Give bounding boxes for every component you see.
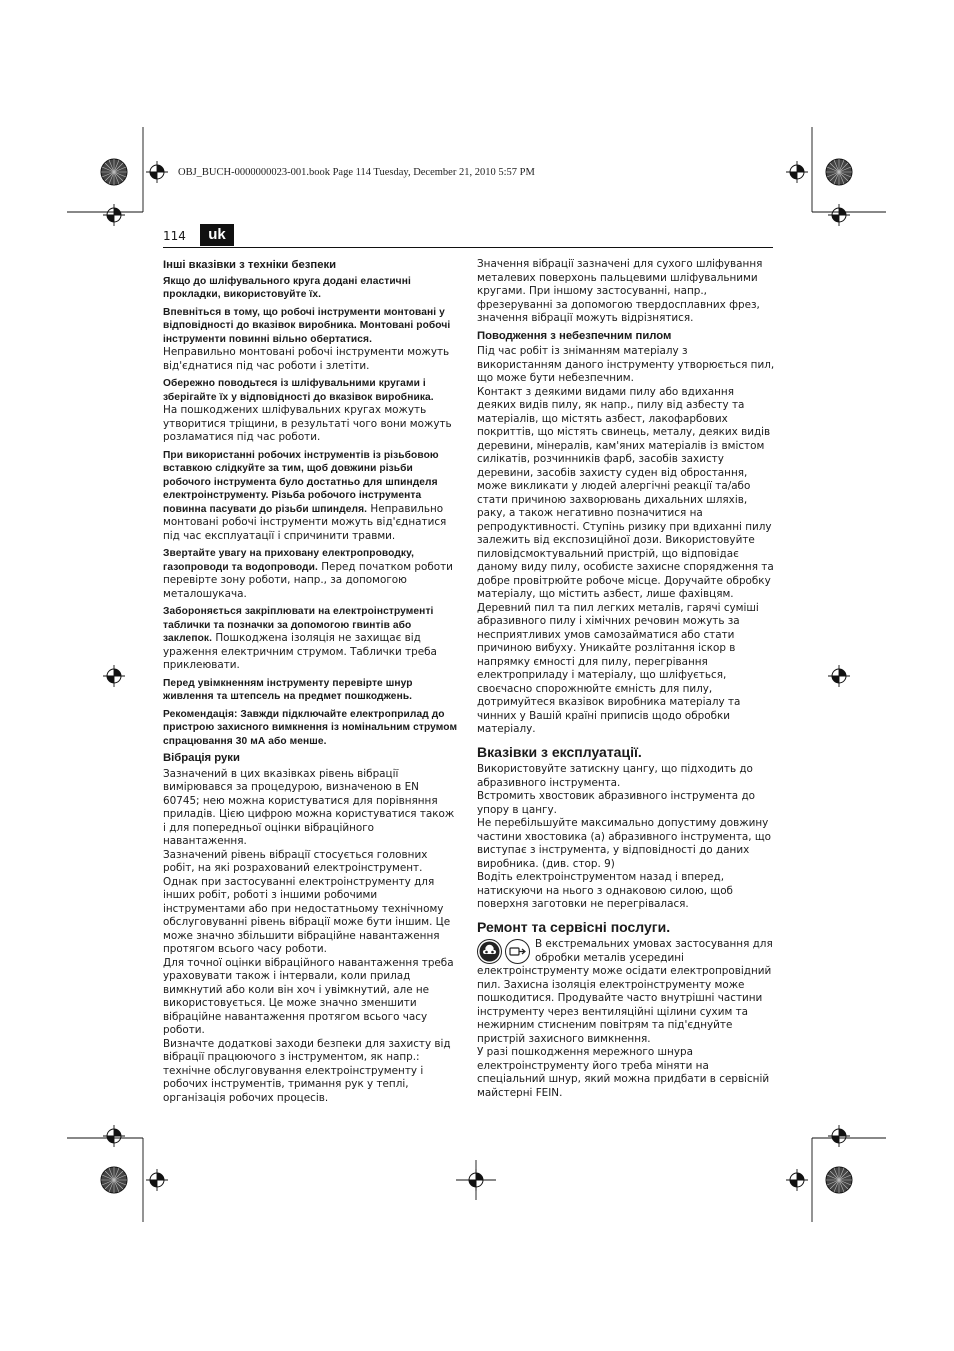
safety-paragraph-6-bold: Забороняється закріплювати на електроінструменті таблички та позначки за допомогою гвинтів або заклепок. bbox=[163, 606, 434, 644]
safety-paragraph-3-bold: Обережно поводьтеся із шліфувальними кругами і зберігайте їх у відповідності до вказівок виробника. bbox=[163, 378, 434, 403]
dust-paragraph-1: Під час робіт із зніманням матеріалу з використанням даного інструменту утворюється пил, що може бути небезпечним. bbox=[477, 345, 775, 384]
safety-paragraph-2-bold: Впевніться в тому, що робочі інструменти монтовані у відповідності до вказівок виробника. Монтовані робочі інструменти повинні вільно обертатися. bbox=[163, 306, 451, 345]
language-badge: uk bbox=[200, 224, 234, 246]
compressed-air-cleaning-icon bbox=[505, 939, 530, 964]
vibration-values-paragraph: Значення вібрації зазначені для сухого шліфування металевих поверхонь пальцевими шліфувальними кругами. При іншому застосуванні, напр., фрезеруванні за допомогою твердосплавних фрез, значення вібрації можуть відрізнятися. bbox=[477, 258, 763, 324]
page-number: 114 bbox=[163, 229, 186, 243]
safety-paragraph-6-text: Пошкоджена ізоляція не захищає від ураження електричним струмом. Таблички треба приклеювати. bbox=[163, 632, 437, 671]
safety-paragraph-5-bold: Звертайте увагу на приховану електропроводку, газопроводи та водопроводи. bbox=[163, 548, 415, 573]
usage-heading: Вказівки з експлуатації. bbox=[477, 743, 642, 760]
safety-paragraph-6 bbox=[163, 605, 458, 673]
safety-paragraph-4 bbox=[163, 449, 458, 544]
left-column bbox=[163, 258, 458, 1105]
vibration-paragraph-1: Зазначений в цих вказівках рівень вібрації вимірювався за процедурою, визначеною в EN 60745; нею можна користуватися для порівняння приладів. Цією цифрою можна користуватися також і для попередньої оцінки вібраційного навантаження. bbox=[163, 767, 455, 847]
dust-heading: Поводження з небезпечним пилом bbox=[477, 329, 672, 342]
safety-paragraph-4-bold: При використанні робочих інструментів із різьбовою вставкою слідкуйте за тим, щоб довжини різьби робочого інструмента було достатньо для шпинделя електроінструменту. Різьба робочого інструмента повинна пасувати до різьби шпинделя. bbox=[163, 449, 439, 515]
safety-paragraph-1: Якщо до шліфувального круга додані еластичні прокладки, використовуйте їх. bbox=[163, 275, 411, 300]
safety-paragraph-5-text: Перед початком роботи перевірте зону роботи, напр., за допомогою металошукача. bbox=[163, 560, 453, 600]
usage-paragraph-2: Встромить хвостовик абразивного інструмента до упору в цангу. bbox=[477, 790, 756, 816]
safety-paragraph-7: Перед увімкненням інструменту перевірте шнур живлення та штепсель на предмет пошкоджень. bbox=[163, 677, 413, 702]
usage-paragraph-3: Не перебільшуйте максимально допустиму довжину частини хвостовика (a) абразивного інструмента, що виступає з інструмента, у відповідності до даних виробника. (див. стор. 9) bbox=[477, 817, 772, 870]
vibration-paragraph-4: Визначте додаткові заходи безпеки для захисту від вібрації працюючого з інструментом, як напр.: технічне обслуговування електроінструменту і робочих інструментів, тримання рук у теплі, організація робочих процесів. bbox=[163, 1037, 451, 1104]
usage-paragraph-1: Використовуйте затискну цангу, що підходить до абразивного інструмента. bbox=[477, 763, 753, 789]
safety-paragraph-3-text: На пошкоджених шліфувальних кругах можуть утворитися тріщини, в результаті чого вони можуть розламатися під час роботи. bbox=[163, 404, 452, 443]
vibration-heading: Вібрація руки bbox=[163, 752, 240, 764]
safety-heading: Інші вказівки з техніки безпеки bbox=[163, 259, 337, 271]
service-paragraph-2: У разі пошкодження мережного шнура електроінструменту його треба міняти на спеціальний шнур, який можна придбати в сервісній майстерні FEIN. bbox=[477, 1046, 770, 1099]
dust-paragraph-3: Деревний пил та пил легких металів, гарячі суміші абразивного пилу і хімічних речовин можуть за несприятливих умов самозайматися або стати причиною вибуху. Уникайте розлітання іскор в напрямку ємності для пилу, перегрівання електроприладу і матеріалу, що шліфується, своєчасно спорожнюйте ємність для пилу, дотримуйтеся вказівок виробника матеріалу та чинних у Вашій країні приписів щодо обробки матеріалу. bbox=[477, 601, 759, 735]
vibration-paragraph-2: Зазначений рівень вібрації стосується головних робіт, на які розрахований електроінструмент. Однак при застосуванні електроінструменту для інших робіт, роботі з іншими робочими інструментами або при недостатньому технічному обслуговуванні рівень вібрації може бути іншим. Це може значно збільшити вібраційне навантаження протягом всього часу роботи. bbox=[163, 848, 451, 955]
dust-paragraph-2: Контакт з деякими видами пилу або вдихання деяких видів пилу, як напр., пилу від азбесту та матеріалів, що містять азбест, лакофарбових покриттів, що містять свинець, металу, деяких видів деревини, мінералів, кам'яних матеріалів із вмістом силікатів, розчинників фарб, засобів захисту деревини, засобів захисту суден від обростання, може викликати у людей алергічні реакції та/або стати причиною захворювань дихальних шляхів, раку, а також негативно позначитися на репродуктивності. Ступінь ризику при вдиханні пилу залежить від експозиційної дози. Використовуйте пиловідсмоктувальний пристрій, що відповідає даному виду пилу, особисте захисне спорядження та добре провітрюйте робоче місце. Доручайте обробку матеріалу, що містить азбест, лише фахівцям. bbox=[477, 385, 774, 600]
service-paragraph-1: В екстремальних умовах застосування для обробки металів усередині електроінструменту може осідати електропровідний пил. Захисна ізоляція електроінструменту може пошкодитися. Продувайте часто внутрішні частини інструменту через вентиляційні щілини сухим та нежирним стисненим повітрям та під'єднуйте пристрій захисного вимкнення. bbox=[477, 938, 773, 1045]
safety-paragraph-2-text: Неправильно монтовані робочі інструменти можуть від'єднатися під час роботи і злетіти. bbox=[163, 346, 450, 372]
usage-paragraph-4: Водіть електроінструментом назад і вперед, натискуючи на нього з однаковою силою, щоб поверхня заготовки не перегрівалася. bbox=[477, 871, 733, 910]
service-heading: Ремонт та сервісні послуги. bbox=[477, 918, 671, 935]
safety-paragraph-8: Рекомендація: Завжди підключайте електроприлад до пристрою захисного вимкнення із номінальним струмом спрацювання 30 мА або менше. bbox=[163, 708, 458, 747]
service-icons bbox=[477, 939, 530, 964]
header-rule bbox=[163, 247, 773, 248]
eye-protection-icon bbox=[477, 939, 502, 964]
safety-paragraph-5 bbox=[163, 547, 458, 601]
right-column bbox=[477, 258, 775, 1100]
print-slug: OBJ_BUCH-0000000023-001.book Page 114 Tuesday, December 21, 2010 5:57 PM bbox=[178, 167, 535, 178]
vibration-paragraph-3: Для точної оцінки вібраційного навантаження треба ураховувати також і інтервали, коли прилад вимкнутий або коли він хоч і увімкнутий, але не використовується. Це може значно зменшити вібраційне навантаження протягом всього часу роботи. bbox=[163, 956, 454, 1036]
safety-paragraph-4-text: Неправильно монтовані робочі інструменти можуть від'єднатися під час експлуатації і спричинити травми. bbox=[163, 502, 447, 542]
